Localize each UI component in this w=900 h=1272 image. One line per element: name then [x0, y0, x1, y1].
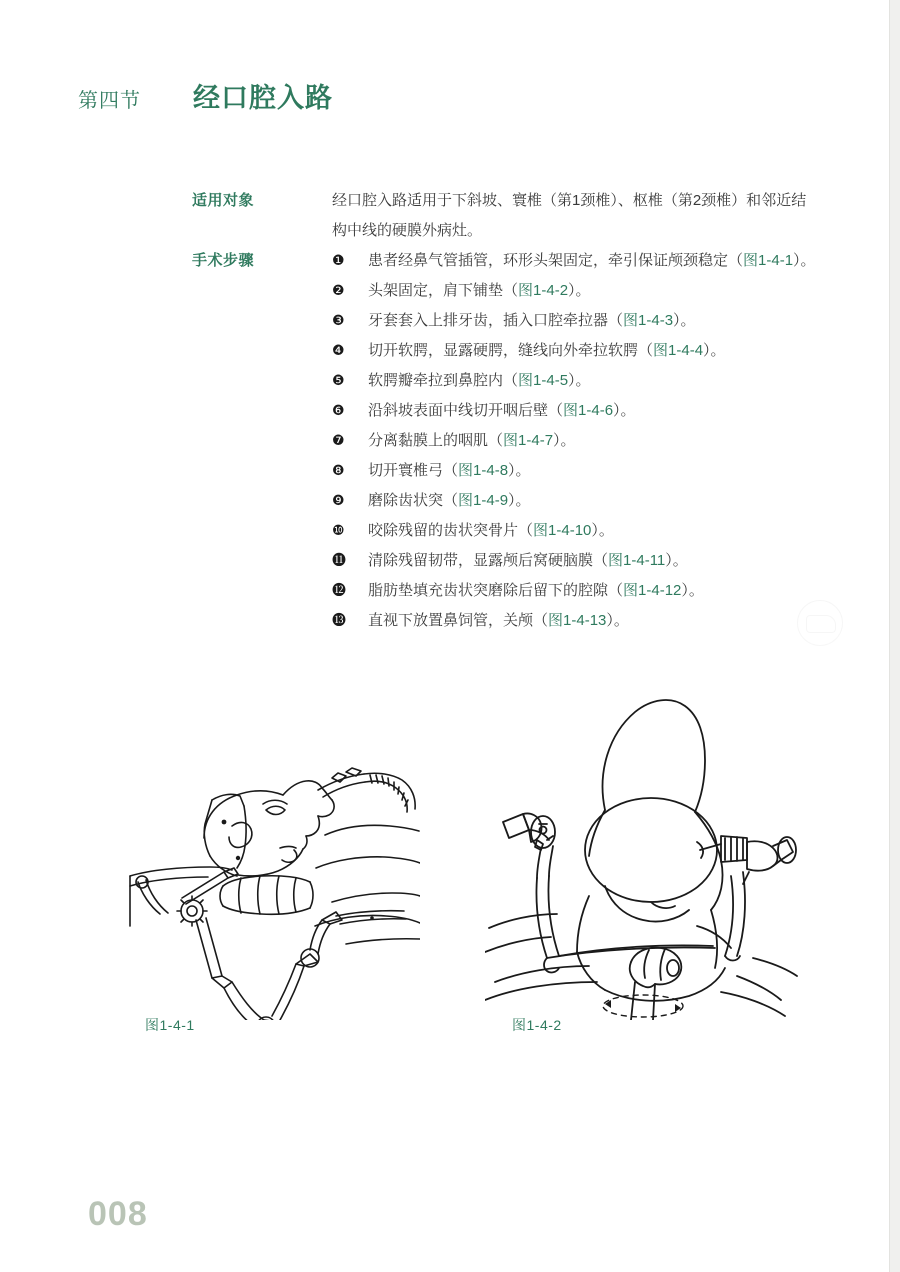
step-text	[368, 456, 852, 486]
figure-reference: 图1-4-10	[533, 522, 592, 539]
step-item	[332, 246, 852, 276]
step-text	[368, 486, 852, 516]
page-title: 经口腔入路	[193, 83, 333, 113]
figure-reference: 图1-4-8	[458, 462, 509, 479]
step-text	[368, 516, 852, 546]
figure-reference: 图1-4-11	[608, 552, 666, 569]
step-description: 磨除齿状突（	[368, 492, 459, 509]
step-tail: ）。	[703, 342, 726, 359]
step-tail: ）。	[613, 402, 636, 419]
step-description: 切开寰椎弓（	[368, 462, 459, 479]
figure-reference: 图1-4-13	[548, 612, 607, 629]
step-text	[368, 576, 852, 606]
figure-caption-2: 图1-4-2	[512, 1017, 562, 1033]
step-text	[368, 426, 852, 456]
page-edge-strip	[890, 0, 900, 1272]
step-description: 清除残留韧带，显露颅后窝硬脑膜（	[368, 552, 609, 569]
steps-label: 手术步骤	[192, 252, 255, 269]
step-text	[368, 396, 852, 426]
step-description: 沿斜坡表面中线切开咽后壁（	[368, 402, 564, 419]
section-header	[78, 76, 333, 115]
step-item	[332, 426, 852, 456]
step-item	[332, 546, 852, 576]
figure-1-4-1-illustration	[120, 730, 420, 1020]
subjects-row	[192, 186, 817, 246]
figure-reference: 图1-4-5	[518, 372, 569, 389]
step-marker: ❼	[332, 433, 345, 449]
figure-1-4-2-illustration	[485, 690, 805, 1020]
step-item	[332, 456, 852, 486]
step-marker: ❽	[332, 463, 345, 479]
step-description: 软腭瓣牵拉到鼻腔内（	[368, 372, 519, 389]
step-marker: ❿	[332, 523, 345, 539]
step-tail: ）。	[508, 462, 531, 479]
step-text	[368, 606, 852, 636]
step-text	[368, 246, 852, 276]
subjects-body	[332, 186, 817, 246]
page-number: 008	[88, 1195, 148, 1233]
step-marker: ❹	[332, 343, 345, 359]
step-marker: ❶	[332, 253, 345, 269]
step-description: 咬除残留的齿状突骨片（	[368, 522, 534, 539]
figure-reference: 图1-4-3	[623, 312, 674, 329]
step-marker: ❺	[332, 373, 345, 389]
step-marker: ⓫	[332, 553, 346, 569]
step-item	[332, 486, 852, 516]
step-marker: ⓬	[332, 583, 346, 599]
step-item	[332, 576, 852, 606]
step-tail: ）。	[553, 432, 576, 449]
step-text	[368, 276, 852, 306]
steps-body	[332, 246, 852, 636]
step-text	[368, 546, 852, 576]
figure-reference: 图1-4-4	[653, 342, 704, 359]
step-description: 分离黏膜上的咽肌（	[368, 432, 504, 449]
steps-row	[192, 246, 852, 636]
step-tail: ）。	[508, 492, 531, 509]
figure-reference: 图1-4-12	[623, 582, 682, 599]
step-item	[332, 306, 852, 336]
steps-list	[332, 246, 852, 636]
figure-caption-1: 图1-4-1	[145, 1017, 195, 1033]
step-description: 直视下放置鼻饲管，关颅（	[368, 612, 549, 629]
step-tail: ）。	[606, 612, 629, 629]
step-marker: ❷	[332, 283, 345, 299]
step-item	[332, 336, 852, 366]
step-tail: ）。	[568, 372, 591, 389]
step-item	[332, 516, 852, 546]
figure-reference: 图1-4-6	[563, 402, 614, 419]
step-item	[332, 606, 852, 636]
step-item	[332, 366, 852, 396]
step-item	[332, 396, 852, 426]
step-description: 头架固定，肩下铺垫（	[368, 282, 519, 299]
step-tail: ）。	[793, 252, 816, 269]
subjects-text: 经口腔入路适用于下斜坡、寰椎（第1颈椎）、枢椎（第2颈椎）和邻近结构中线的硬膜外病灶。	[332, 192, 807, 239]
section-number: 第四节	[78, 90, 141, 112]
step-tail: ）。	[673, 312, 696, 329]
step-marker: ❻	[332, 403, 345, 419]
figure-reference: 图1-4-9	[458, 492, 509, 509]
step-description: 切开软腭，显露硬腭，缝线向外牵拉软腭（	[368, 342, 654, 359]
step-description: 脂肪垫填充齿状突磨除后留下的腔隙（	[368, 582, 624, 599]
step-text	[368, 336, 852, 366]
step-description: 患者经鼻气管插管，环形头架固定，牵引保证颅颈稳定（	[368, 252, 744, 269]
step-tail: ）。	[591, 522, 614, 539]
step-marker: ❸	[332, 313, 345, 329]
figure-reference: 图1-4-7	[503, 432, 554, 449]
step-tail: ）。	[568, 282, 591, 299]
step-item	[332, 276, 852, 306]
subjects-label: 适用对象	[192, 192, 255, 209]
figure-reference: 图1-4-2	[518, 282, 569, 299]
step-marker: ⓭	[332, 613, 346, 629]
figure-reference: 图1-4-1	[743, 252, 794, 269]
step-description: 牙套套入上排牙齿，插入口腔牵拉器（	[368, 312, 624, 329]
watermark-logo	[797, 600, 843, 646]
step-text	[368, 366, 852, 396]
step-tail: ）。	[681, 582, 704, 599]
step-text	[368, 306, 852, 336]
step-tail: ）。	[665, 552, 688, 569]
step-marker: ❾	[332, 493, 345, 509]
